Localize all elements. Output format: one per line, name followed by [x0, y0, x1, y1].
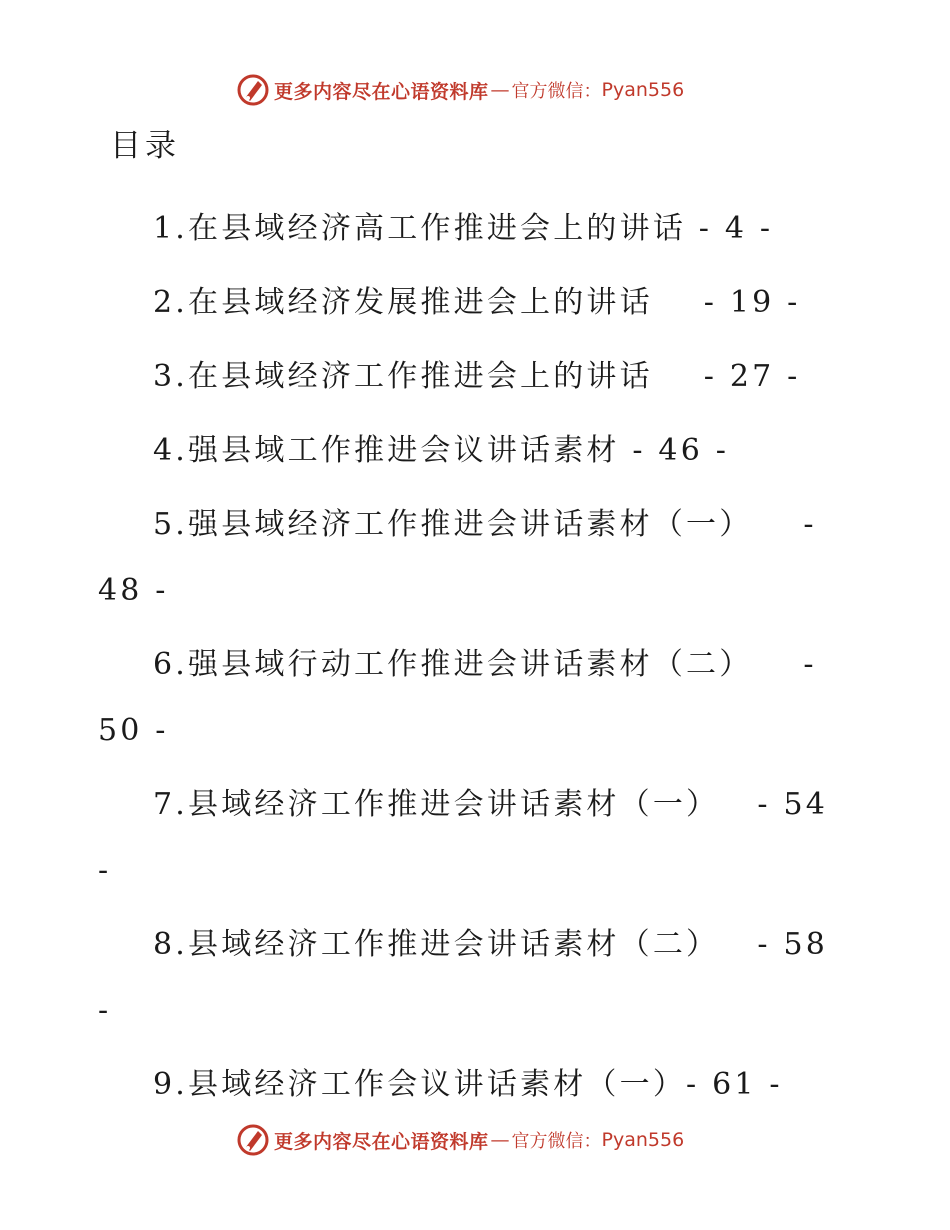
toc-item[interactable]: 1.在县域经济高工作推进会上的讲话 - 4 -: [153, 211, 774, 246]
watermark-separator: —: [490, 1129, 510, 1151]
toc-item[interactable]: 6.强县域行动工作推进会讲话素材（二） - 50 -: [98, 647, 830, 748]
watermark-footer: [236, 1122, 684, 1158]
toc-list: [98, 196, 840, 1126]
toc-item[interactable]: 7.县域经济工作推进会讲话素材（一） - 54 -: [98, 787, 841, 888]
watermark-label: 官方微信：: [511, 81, 602, 102]
toc-item[interactable]: 3.在县域经济工作推进会上的讲话 - 27 -: [153, 359, 801, 394]
toc-item[interactable]: 2.在县域经济发展推进会上的讲话 - 19 -: [153, 285, 801, 320]
pen-nib-circle-icon: [236, 73, 270, 107]
watermark-brand: 更多内容尽在心语资料库: [274, 1130, 489, 1153]
watermark-brand: 更多内容尽在心语资料库: [274, 80, 489, 103]
watermark-header: [236, 72, 684, 108]
toc-item[interactable]: 9.县域经济工作会议讲话素材（一）- 61 -: [153, 1067, 783, 1102]
toc-item[interactable]: 5.强县域经济工作推进会讲话素材（一） - 48 -: [98, 507, 830, 608]
watermark-id: Pyan556: [601, 79, 685, 101]
pen-nib-circle-icon: [236, 1123, 270, 1157]
watermark-id: Pyan556: [601, 1129, 685, 1151]
watermark-separator: —: [490, 79, 510, 101]
toc-item[interactable]: 8.县域经济工作推进会讲话素材（二） - 58 -: [98, 927, 841, 1028]
toc-title: 目录: [110, 128, 180, 164]
watermark-label: 官方微信：: [511, 1131, 602, 1152]
toc-item[interactable]: 4.强县域工作推进会议讲话素材 - 46 -: [153, 433, 730, 468]
